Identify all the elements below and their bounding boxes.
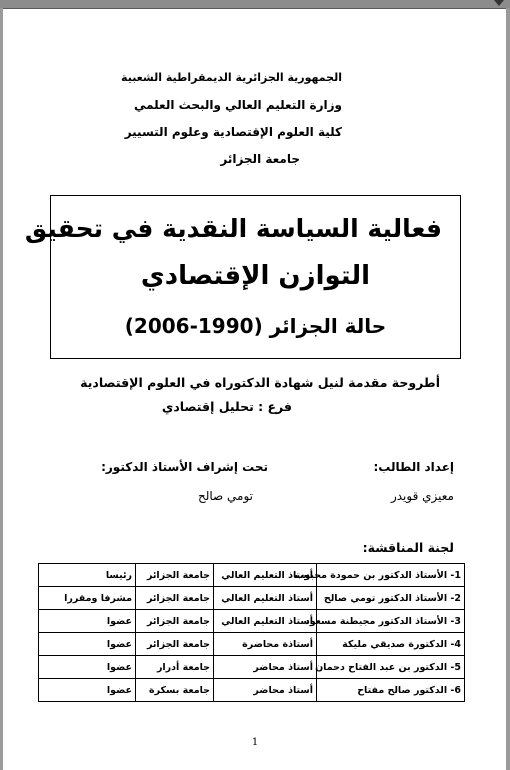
header-republic: الجمهورية الجزائرية الديمقراطية الشعبية [121, 71, 342, 84]
viewer-top-bar [0, 0, 510, 9]
table-row [39, 679, 465, 702]
table-row [39, 633, 465, 656]
committee-rank: أستاذ التعليم العالي [214, 610, 317, 633]
committee-member: 6- الدكتور صالح مفتاح [317, 679, 465, 702]
committee-label: لجنة المناقشة: [362, 540, 454, 555]
committee-role: رئيسا [39, 564, 136, 587]
committee-rank: أستاذ التعليم العالي [214, 587, 317, 610]
header-faculty: كلية العلوم الإقتصادية وعلوم التسيير [124, 125, 342, 139]
thesis-title-line3: حالة الجزائر (1990-2006) [124, 314, 387, 338]
committee-member: 2- الأستاذ الدكتور تومي صالح [317, 587, 465, 610]
committee-role: عضوا [39, 633, 136, 656]
committee-member: 4- الدكتورة صديقي مليكة [317, 633, 465, 656]
committee-member: 3- الأستاذ الدكتور مجيطنة مسعود [317, 610, 465, 633]
committee-member: 5- الدكتور بن عبد الفتاح دحمان [317, 656, 465, 679]
page-number: 1 [251, 737, 259, 748]
committee-university: جامعة الجزائر [136, 633, 214, 656]
thesis-title-line2: التوازن الإقتصادي [140, 261, 371, 291]
committee-rank: أستاذ التعليم العالي [214, 564, 317, 587]
table-row [39, 564, 465, 587]
student-name: معيزي قويدر [390, 489, 454, 503]
committee-member: 1- الأستاذ الدكتور بن حمودة محبوب [317, 564, 465, 587]
dropdown-arrow-icon[interactable] [494, 0, 504, 6]
supervisor-name: تومي صالح [197, 489, 253, 503]
supervisor-label: تحت إشراف الأستاذ الدكتور: [101, 460, 268, 474]
committee-role: مشرفا ومقررا [39, 587, 136, 610]
header-ministry: وزارة التعليم العالي والبحث العلمي [133, 98, 342, 112]
committee-rank: أستاذ محاضر [214, 679, 317, 702]
table-row [39, 610, 465, 633]
scrollbar-track[interactable] [506, 8, 510, 770]
committee-table [38, 563, 465, 702]
thesis-branch: فرع : تحليل إقتصادي [161, 399, 292, 414]
committee-university: جامعة بسكرة [136, 679, 214, 702]
committee-university: جامعة الجزائر [136, 610, 214, 633]
thesis-title-line1: فعالية السياسة النقدية في تحقيق [24, 214, 442, 243]
committee-university: جامعة أدرار [136, 656, 214, 679]
student-label: إعداد الطالب: [373, 460, 454, 474]
committee-rank: أستاذة محاضرة [214, 633, 317, 656]
table-row [39, 587, 465, 610]
page-edge-left [0, 8, 3, 770]
header-university: جامعة الجزائر [220, 152, 300, 166]
committee-role: عضوا [39, 656, 136, 679]
committee-role: عضوا [39, 610, 136, 633]
committee-university: جامعة الجزائر [136, 587, 214, 610]
table-row [39, 656, 465, 679]
committee-university: جامعة الجزائر [136, 564, 214, 587]
title-box [24, 195, 461, 359]
committee-role: عضوا [39, 679, 136, 702]
committee-rank: أستاذ محاضر [214, 656, 317, 679]
thesis-description: أطروحة مقدمة لنيل شهادة الدكتوراه في العلوم الإقتصادية [80, 375, 440, 390]
